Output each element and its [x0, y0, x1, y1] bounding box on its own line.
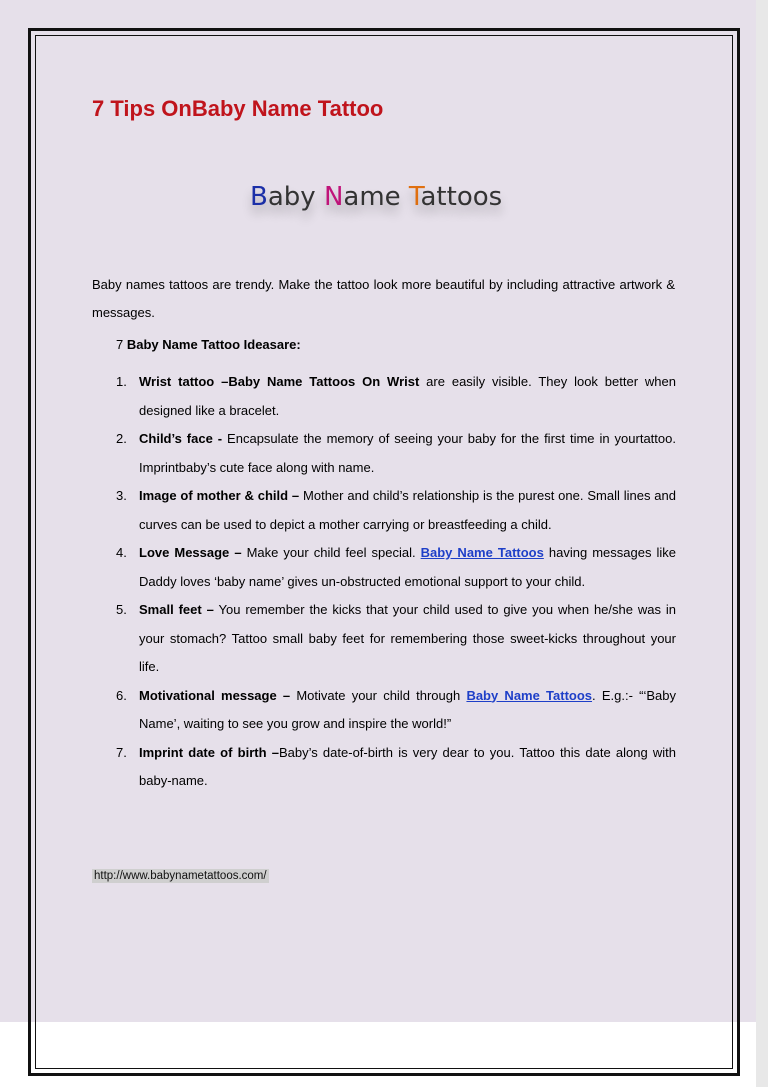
baby-name-tattoos-logo: Baby Name Tattoos	[250, 182, 503, 212]
ideas-heading	[116, 335, 301, 355]
baby-name-tattoos-link[interactable]: Baby Name Tattoos	[420, 545, 544, 560]
ideas-heading-number: 7	[116, 337, 124, 352]
list-item: 6. Motivational message – Motivate your child through Baby Name Tattoos. E.g.:- “‘Baby Name’, waiting to see you grow and inspire the world!”	[116, 687, 676, 731]
list-item: 4. Love Message – Make your child feel special. Baby Name Tattoos having messages like Daddy loves ‘baby name’ gives un-obstructed emotional support to your child.	[116, 545, 676, 589]
list-item: 2. Child’s face - Encapsulate the memory of seeing your baby for the first time in yourtattoo. Imprintbaby’s cute face along with name.	[116, 431, 676, 475]
list-item: 7. Imprint date of birth –Baby’s date-of-birth is very dear to you. Tattoo this date along with baby-name.	[116, 744, 676, 788]
list-item: 5. Small feet – You remember the kicks that your child used to give you when he/she was in your stomach? Tattoo small baby feet for remembering those sweet-kicks throughout your life.	[116, 602, 676, 674]
list-item: 1. Wrist tattoo –Baby Name Tattoos On Wrist are easily visible. They look better when designed like a bracelet.	[116, 374, 676, 418]
tips-list	[116, 368, 676, 796]
list-item: 3. Image of mother & child – Mother and child’s relationship is the purest one. Small lines and curves can be used to depict a mother carrying or breastfeeding a child.	[116, 488, 676, 532]
viewer-edge	[756, 0, 768, 1087]
ideas-heading-label: Baby Name Tattoo Ideasare:	[126, 337, 301, 352]
intro-paragraph: Baby names tattoos are trendy. Make the tattoo look more beautiful by including attractive artwork & messages.	[92, 277, 675, 320]
baby-name-tattoos-link[interactable]: Baby Name Tattoos	[466, 687, 593, 703]
document-title: 7 Tips OnBaby Name Tattoo	[92, 96, 384, 121]
footer-url-link[interactable]: http://www.babynametattoos.com/	[94, 870, 267, 882]
